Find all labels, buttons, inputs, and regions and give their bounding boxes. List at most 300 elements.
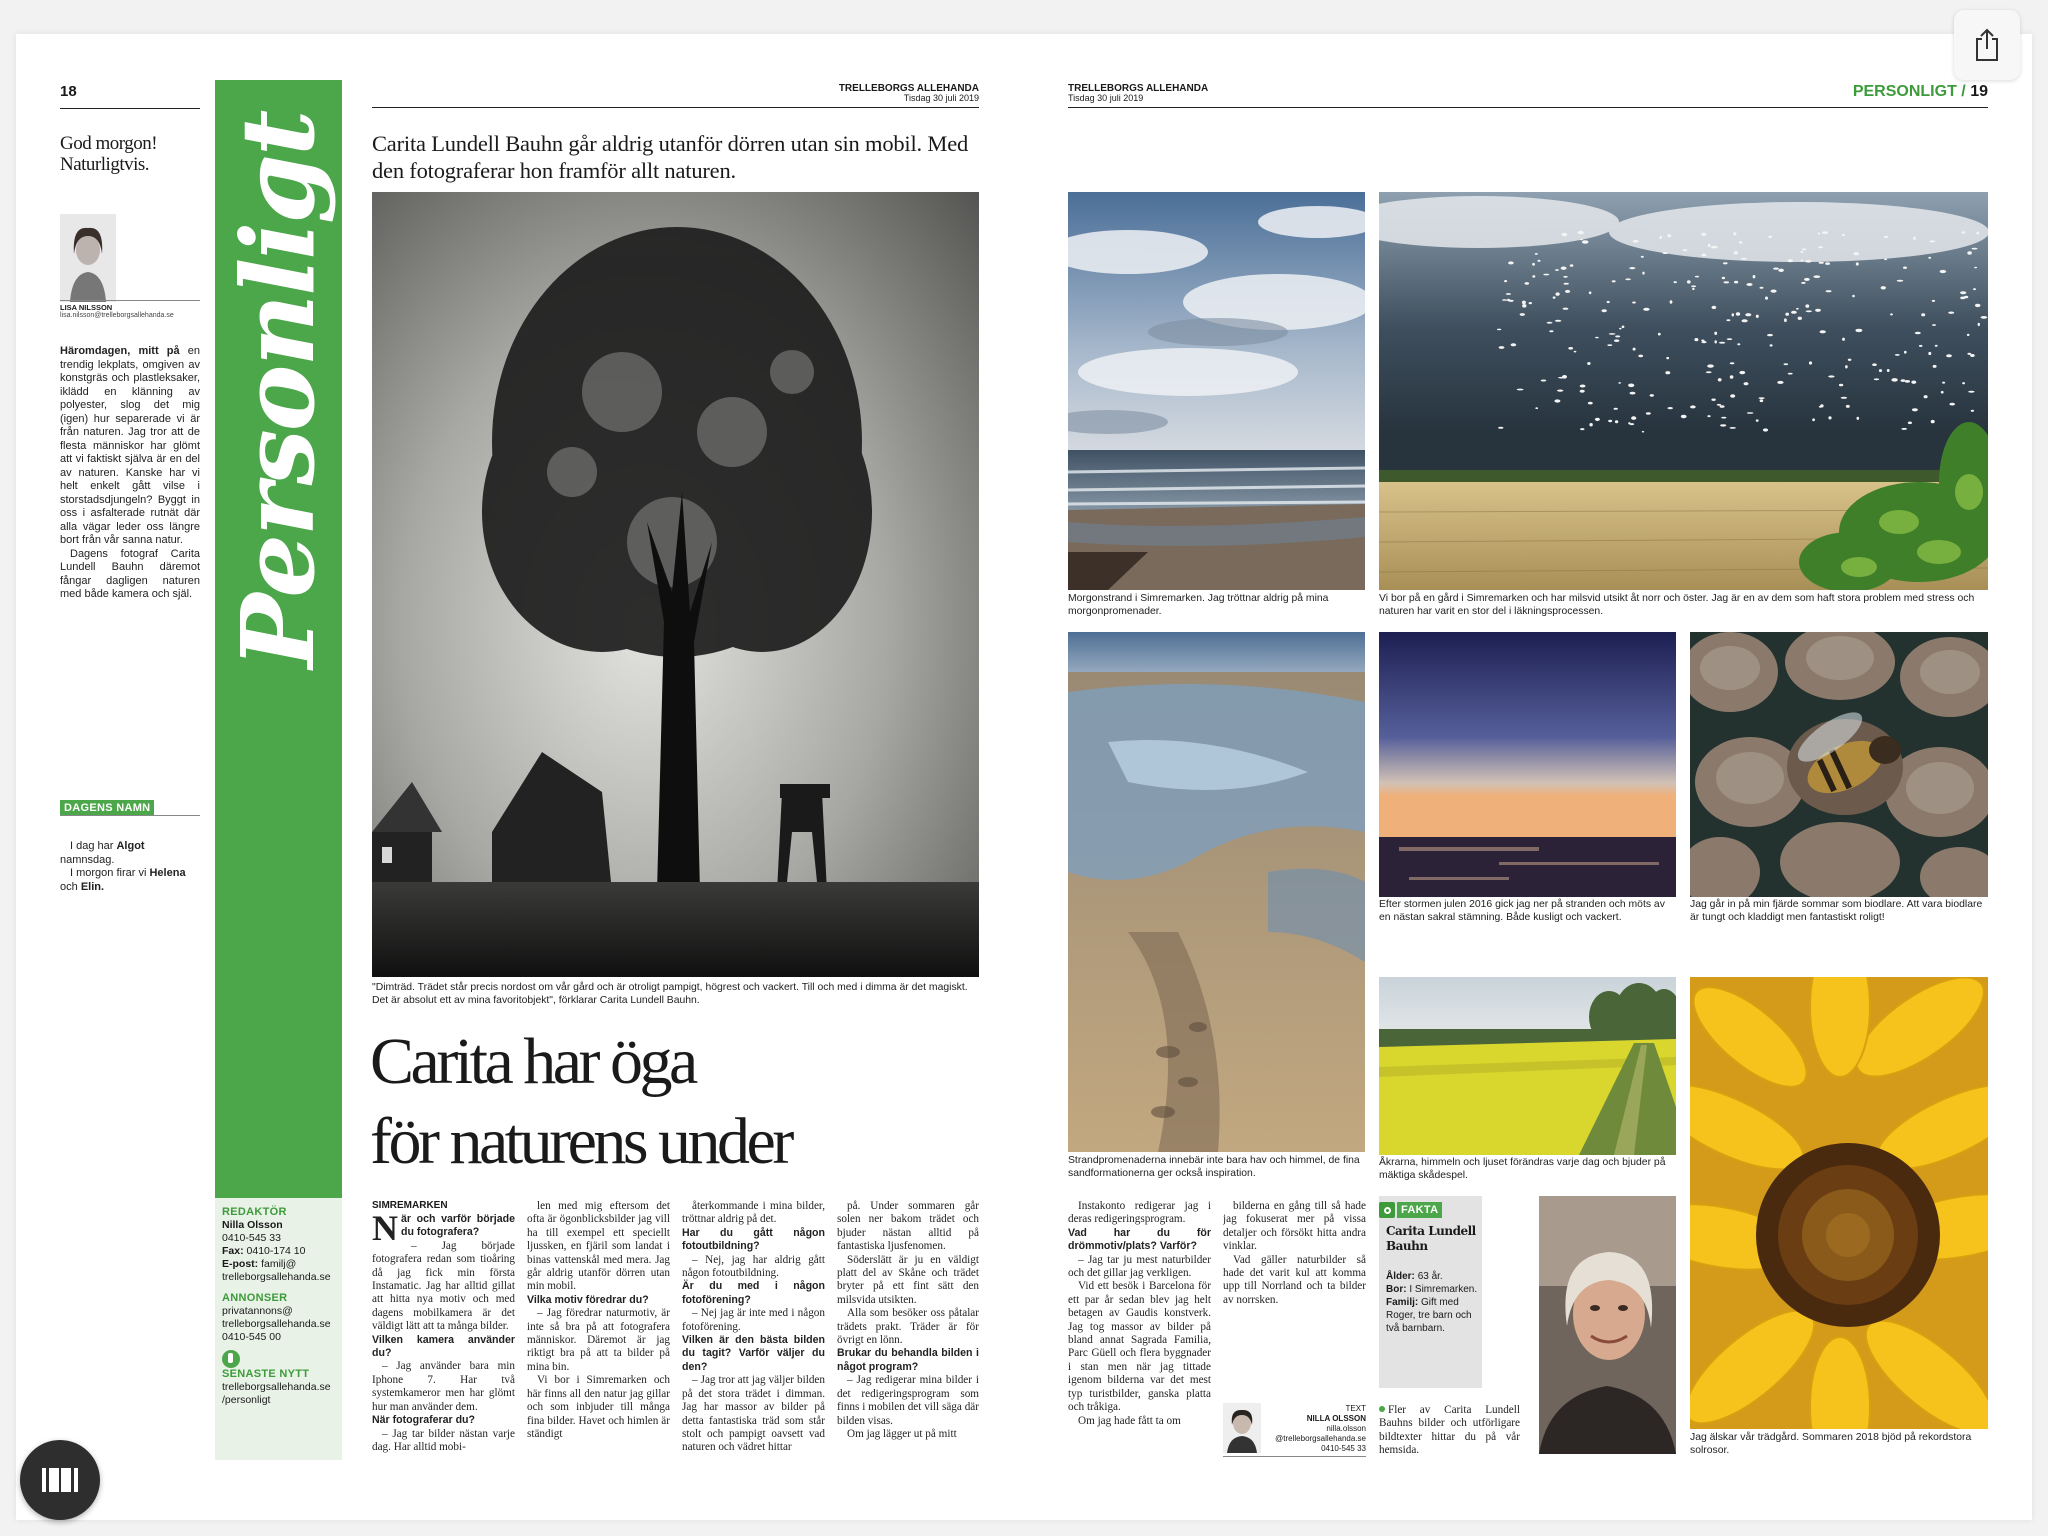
article-column-5 — [1068, 1200, 1211, 1462]
interview-answer: återkommande i mina bilder, tröttnar aldrig på det. — [682, 1200, 825, 1226]
caption-morning-beach: Morgonstrand i Simremarken. Jag tröttnar aldrig på mina morgonpromenader. — [1068, 593, 1329, 617]
bird-mark — [1529, 302, 1532, 304]
bird-mark — [1595, 418, 1600, 421]
caption-sand-formations: Strandpromenaderna innebär inte bara hav och himmel, de fina sandformationerna ger också inspiration. — [1068, 1155, 1360, 1179]
more-photos-text: Fler av Carita Lundell Bauhns bilder och utförligare bildtexter hittar du på vår hemsida. — [1379, 1404, 1520, 1457]
photo-after-storm — [1379, 632, 1676, 897]
bird-mark — [1972, 248, 1978, 250]
bird-mark — [1701, 341, 1706, 343]
bird-mark — [1638, 355, 1643, 358]
bird-mark — [1730, 362, 1735, 364]
bird-mark — [1580, 428, 1584, 430]
bird-mark — [1659, 236, 1662, 239]
bird-mark — [1930, 240, 1935, 242]
bird-mark — [1915, 332, 1921, 334]
bird-mark — [1663, 252, 1668, 254]
interview-answer: Instakonto redigerar jag i deras redigeringsprogram. — [1068, 1200, 1211, 1226]
interview-answer: – Jag tar bilder nästan varje dag. Har alltid mobi- — [372, 1427, 515, 1453]
bird-mark — [1978, 323, 1980, 326]
bird-mark — [1564, 283, 1569, 285]
bird-mark — [1565, 290, 1570, 293]
bird-mark — [1563, 276, 1567, 278]
article-column-3 — [682, 1200, 825, 1459]
bird-mark — [1563, 308, 1569, 310]
bird-mark — [1633, 348, 1636, 351]
bird-mark — [1901, 428, 1907, 430]
bird-mark — [1887, 369, 1890, 372]
bird-mark — [1822, 231, 1827, 233]
page-layout-button[interactable] — [20, 1440, 100, 1520]
bird-mark — [1667, 234, 1671, 237]
bird-mark — [1895, 354, 1900, 356]
bird-mark — [1881, 286, 1886, 289]
bird-mark — [1612, 280, 1616, 282]
author-email: lisa.nilsson@trelleborgsallehanda.se — [60, 312, 174, 319]
bird-mark — [1535, 253, 1538, 255]
bird-mark — [1714, 332, 1717, 335]
interview-answer: – Jag redigerar mina bilder i det redigeringsprogram som finns i mobilen det vill säga där bilden visas. — [837, 1374, 979, 1427]
interview-answer: Alla som besöker oss påtalar trädets prakt. Träder är för övrigt en lönn. — [837, 1307, 979, 1347]
article-column-6 — [1223, 1200, 1366, 1400]
bird-mark — [1732, 313, 1734, 316]
interview-question: Vad har du för drömmotiv/plats? Varför? — [1068, 1226, 1211, 1253]
bird-mark — [1759, 397, 1765, 399]
bird-mark — [1711, 246, 1718, 249]
bird-mark — [1708, 244, 1711, 247]
bird-mark — [1582, 240, 1589, 244]
bird-mark — [1633, 240, 1639, 243]
bird-mark — [1739, 241, 1743, 244]
bird-mark — [1891, 378, 1897, 382]
bird-mark — [1974, 267, 1977, 269]
bird-mark — [1578, 231, 1584, 235]
search-icon — [1379, 1202, 1395, 1218]
interview-answer: – Jag började fotografera redan som tioåring då jag fick min första Instamatic. Jag har alltid gillat att hitta nya motiv och med dagens mobilkamera är det väldigt lätt att ta många bilder. — [372, 1239, 515, 1333]
bird-mark — [1687, 280, 1691, 283]
bird-mark — [1737, 343, 1740, 345]
bird-mark — [1856, 329, 1863, 332]
bird-mark — [1589, 423, 1592, 426]
caption-bee: Jag går in på min fjärde sommar som biodlare. Att vara biodlare är tungt och kladdigt men fantastiskt roligt! — [1690, 899, 1983, 923]
bird-mark — [1924, 395, 1928, 398]
bird-mark — [1828, 416, 1831, 419]
photo-sunflower — [1690, 977, 1988, 1429]
fakta-header: FAKTA — [1379, 1202, 1442, 1218]
bird-mark — [1619, 328, 1622, 330]
bird-mark — [1828, 375, 1834, 377]
interview-question: Har du gått någon fotoutbildning? — [682, 1226, 825, 1253]
bird-mark — [1555, 269, 1559, 271]
interview-answer: Om jag lägger ut på mitt — [847, 1427, 957, 1440]
bird-mark — [1742, 319, 1748, 322]
bird-mark — [1517, 389, 1524, 391]
bird-mark — [1736, 312, 1740, 315]
bird-mark — [1701, 233, 1706, 236]
bird-mark — [1614, 339, 1619, 342]
bird-mark — [1819, 262, 1824, 264]
interview-answer: på. Under sommaren går solen ner bakom trädet och bjuder nästan alltid på fantastiska ljusfenomen. — [837, 1200, 979, 1253]
bird-mark — [1967, 251, 1972, 254]
bird-mark — [1532, 263, 1535, 266]
bird-mark — [1589, 291, 1592, 294]
bird-mark — [1665, 371, 1670, 374]
bird-mark — [1905, 380, 1910, 383]
interview-answer: – Jag föredrar naturmotiv, är inte så bra på att fotografera människor. Däremot är jag riktigt bra på att ta bilder på mina bin. — [527, 1307, 670, 1373]
caption-after-storm: Efter stormen julen 2016 gick jag ner på stranden och möts av en nästan sakral stämning. Både kusligt och vackert. — [1379, 899, 1665, 923]
bird-mark — [1683, 249, 1688, 251]
bird-mark — [1615, 420, 1618, 423]
bird-mark — [1901, 379, 1906, 382]
bird-mark — [1960, 291, 1966, 294]
bird-mark — [1846, 405, 1850, 408]
bird-mark — [1690, 405, 1696, 408]
bird-mark — [1507, 299, 1510, 302]
bird-mark — [1535, 407, 1538, 409]
left-date: Tisdag 30 juli 2019 — [903, 93, 979, 103]
bird-mark — [1562, 233, 1568, 236]
bird-mark — [1504, 280, 1507, 282]
name-day-text: I dag har Algot namnsdag. I morgon firar vi Helena och Elin. — [60, 840, 186, 893]
article-column-4 — [837, 1200, 979, 1459]
bird-mark — [1711, 399, 1715, 401]
bird-mark — [1820, 330, 1826, 333]
right-masthead: TRELLEBORGS ALLEHANDA — [1068, 83, 1209, 94]
bird-mark — [1642, 431, 1644, 433]
interview-answer: – Nej, jag har aldrig gått någon fotoutbildning. — [682, 1253, 825, 1280]
share-button[interactable] — [1954, 10, 2020, 80]
bird-mark — [1723, 281, 1729, 283]
bird-mark — [1788, 259, 1793, 262]
bird-mark — [1588, 402, 1593, 405]
column-text: Häromdagen, mitt på en trendig lekplats, omgiven av konstgräs och plastleksaker, iklädd en klänning av polyester, slog det mig (igen) hur separerade vi är från naturen. Jag tror att de flesta människor har glömt att vi faktiskt själva är en del av naturen. Kanske har vi helt enkelt gått vilse i storstadsdjungeln? Byggt in oss i asfalterade rutnät där alla vägar leder oss längre bort från vår sanna natur. Dagens fotograf Carita Lundell Bauhn däremot fångar dagligen naturen med både kamera och själ. — [60, 345, 200, 600]
bird-mark — [1928, 257, 1931, 259]
bird-mark — [1872, 363, 1877, 366]
bird-mark — [1973, 288, 1976, 290]
bird-mark — [1557, 390, 1563, 392]
bird-mark — [1580, 385, 1586, 388]
bird-mark — [1971, 410, 1974, 412]
bird-mark — [1856, 262, 1859, 265]
bird-mark — [1667, 407, 1673, 409]
bird-mark — [1968, 391, 1974, 393]
bird-mark — [1818, 233, 1820, 235]
bird-mark — [1747, 412, 1754, 414]
article-deck: Carita Lundell Bauhn går aldrig utanför dörren utan sin mobil. Med den fotograferar hon framför allt naturen. — [372, 131, 969, 183]
interview-question: När fotograferar du? — [372, 1414, 476, 1427]
bird-mark — [1692, 288, 1694, 291]
bird-mark — [1587, 362, 1590, 365]
byline-portrait — [1223, 1403, 1261, 1453]
main-photo-foggy-tree — [372, 192, 979, 977]
bird-mark — [1760, 287, 1764, 289]
bird-mark — [1804, 278, 1810, 281]
bird-mark — [1839, 384, 1843, 387]
bird-mark — [1897, 280, 1904, 282]
bird-mark — [1674, 281, 1677, 283]
bird-mark — [1607, 301, 1610, 303]
interview-question: Vilka motiv föredrar du? — [527, 1293, 649, 1306]
bird-mark — [1778, 269, 1784, 272]
bird-mark — [1609, 333, 1616, 335]
bird-mark — [1734, 251, 1738, 254]
bird-mark — [1670, 300, 1673, 303]
bird-mark — [1819, 406, 1822, 408]
photo-bee — [1690, 632, 1988, 897]
bird-mark — [1707, 415, 1710, 417]
bird-mark — [1913, 237, 1916, 240]
bird-mark — [1730, 394, 1735, 397]
author-name: LISA NILSSON — [60, 303, 113, 312]
bird-mark — [1962, 231, 1966, 233]
bird-mark — [1763, 428, 1768, 431]
bird-mark — [1801, 260, 1804, 262]
bird-mark — [1785, 313, 1789, 316]
bird-mark — [1908, 422, 1912, 425]
bird-mark — [1933, 365, 1937, 368]
bird-mark — [1949, 403, 1955, 406]
bird-mark — [1641, 256, 1644, 258]
bird-mark — [1511, 343, 1517, 346]
bird-mark — [1717, 404, 1721, 406]
bird-mark — [1561, 267, 1567, 270]
photo-carita-portrait — [1539, 1196, 1676, 1454]
bird-mark — [1574, 351, 1577, 353]
bird-mark — [1842, 234, 1845, 236]
bird-mark — [1614, 408, 1618, 410]
bird-mark — [1498, 427, 1503, 429]
bird-mark — [1802, 248, 1806, 250]
bird-mark — [1857, 417, 1860, 420]
bird-mark — [1497, 329, 1501, 331]
bird-mark — [1712, 306, 1717, 309]
interview-question: Är du med i någon fotoförening? — [682, 1280, 825, 1306]
interview-answer: Söderslätt är ju en väldigt platt del av Skåne och trädet bryter på ett fint sätt den milsvida utsikten. — [837, 1253, 979, 1306]
bird-mark — [1602, 309, 1607, 312]
bird-mark — [1632, 302, 1636, 304]
bird-mark — [1730, 427, 1736, 429]
photo-birds-field — [1379, 192, 1988, 590]
bird-mark — [1932, 324, 1936, 326]
photo-sand-formations — [1068, 632, 1365, 1152]
bird-mark — [1562, 375, 1567, 379]
caption-sunflower: Jag älskar vår trädgård. Sommaren 2018 bjöd på rekordstora solrosor. — [1690, 1432, 1972, 1456]
bird-mark — [1595, 337, 1599, 339]
bird-mark — [1522, 301, 1526, 305]
interview-question: När och varför började du fotografera? — [372, 1213, 515, 1248]
bird-mark — [1884, 259, 1887, 261]
bird-mark — [1718, 378, 1722, 381]
bird-mark — [1723, 262, 1728, 264]
bird-mark — [1734, 281, 1738, 284]
bird-mark — [1770, 344, 1773, 346]
bird-mark — [1753, 275, 1756, 278]
bird-mark — [1701, 254, 1706, 257]
bird-mark — [1630, 423, 1634, 425]
bird-mark — [1568, 347, 1573, 350]
bird-mark — [1701, 340, 1704, 342]
interview-answer: bilderna en gång till så hade jag fokuserat mer på vissa detaljer och försökt hitta andra vinklar. — [1223, 1200, 1366, 1253]
drop-cap: N — [372, 1213, 398, 1248]
kicker: SIMREMARKEN — [372, 1200, 448, 1211]
name-day-label: DAGENS NAMN — [60, 798, 154, 816]
bird-mark — [1719, 342, 1725, 344]
bird-mark — [1911, 381, 1916, 384]
bird-mark — [1642, 272, 1644, 275]
byline: TEXT NILLA OLSSON nilla.olsson @trelleborgsallehanda.se 0410-545 33 — [1275, 1404, 1366, 1453]
bird-mark — [1960, 297, 1965, 300]
bird-mark — [1715, 340, 1717, 343]
bird-mark — [1608, 420, 1612, 422]
bird-mark — [1981, 316, 1988, 319]
bird-mark — [1967, 334, 1970, 336]
bird-mark — [1976, 232, 1979, 235]
bird-mark — [1948, 312, 1954, 314]
headline: Carita har öga för naturens under — [370, 1025, 791, 1178]
bird-mark — [1694, 338, 1698, 341]
bird-mark — [1912, 408, 1918, 411]
bird-mark — [1805, 260, 1811, 263]
bird-mark — [1555, 320, 1562, 322]
bird-mark — [1739, 371, 1745, 374]
author-portrait — [60, 214, 116, 302]
left-page-number: 18 — [60, 83, 77, 100]
section-title: Personligt — [219, 111, 337, 669]
bird-mark — [1767, 334, 1773, 336]
bird-mark — [1928, 352, 1931, 355]
interview-answer: – Jag använder bara min Iphone 7. Har två systemkameror men har glömt hur man använder dem. — [372, 1360, 515, 1413]
bird-mark — [1903, 267, 1907, 269]
bird-mark — [1853, 252, 1859, 255]
column-greeting: God morgon! — [60, 133, 158, 154]
article-column-1 — [372, 1213, 515, 1459]
bird-mark — [1538, 260, 1541, 262]
bird-mark — [1541, 380, 1547, 382]
bird-mark — [1681, 415, 1687, 418]
bird-mark — [1825, 262, 1830, 265]
caption-birds-field: Vi bor på en gård i Simremarken och har milsvid utsikt åt norr och öster. Jag är en av dem som haft stora problem med stress och naturen har varit en stor del i läkningsprocessen. — [1379, 593, 1975, 617]
share-icon — [1972, 27, 2002, 63]
bird-mark — [1798, 317, 1802, 320]
page-layout-icon — [40, 1465, 80, 1495]
column-title: Naturligtvis. — [60, 154, 150, 175]
interview-answer: – Jag tror att jag väljer bilden på det stora trädet i dimman. Jag har massor av bilder på detta fantastiska träd som står stolt och pampigt oavsett vad naturen och vädret hittar — [682, 1374, 825, 1454]
bird-mark — [1874, 378, 1879, 380]
bird-mark — [1813, 275, 1820, 278]
bird-mark — [1962, 382, 1965, 384]
bird-mark — [1777, 381, 1783, 384]
bird-mark — [1720, 424, 1726, 426]
bird-mark — [1580, 390, 1585, 393]
bird-mark — [1727, 338, 1732, 340]
bird-mark — [1646, 412, 1651, 414]
bird-mark — [1879, 369, 1882, 372]
bird-mark — [1499, 346, 1505, 349]
latest-link[interactable]: trelleborgsallehanda.se /personligt — [222, 1381, 331, 1406]
bird-mark — [1756, 315, 1759, 318]
bird-mark — [1707, 364, 1714, 367]
bird-mark — [1615, 335, 1620, 337]
bird-mark — [1553, 296, 1556, 298]
caption-rapeseed-field: Åkrarna, himmeln och ljuset förändras varje dag och bjuder på mäktiga skådespel. — [1379, 1157, 1666, 1181]
bird-mark — [1666, 357, 1669, 359]
bird-mark — [1784, 318, 1787, 322]
interview-question: Vilken kamera använder du? — [372, 1333, 515, 1360]
bird-mark — [1556, 292, 1560, 295]
bird-mark — [1520, 313, 1525, 316]
bird-mark — [1720, 405, 1725, 408]
bird-mark — [1502, 299, 1507, 301]
bird-mark — [1765, 297, 1768, 300]
bird-mark — [1941, 391, 1944, 394]
bird-mark — [1554, 399, 1560, 402]
bird-mark — [1904, 351, 1907, 354]
bird-mark — [1845, 365, 1848, 368]
interview-question: Brukar du behandla bilden i något program? — [837, 1347, 979, 1373]
left-masthead: TRELLEBORGS ALLEHANDA — [838, 83, 979, 94]
bird-mark — [1580, 239, 1583, 241]
bird-mark — [1607, 344, 1612, 346]
bird-mark — [1618, 382, 1621, 384]
bird-mark — [1848, 359, 1852, 361]
right-section-label: PERSONLIGT / 19 — [1852, 83, 1988, 100]
bird-mark — [1730, 375, 1734, 379]
bird-mark — [1744, 382, 1749, 385]
bird-mark — [1543, 274, 1549, 276]
bird-mark — [1733, 232, 1736, 235]
bird-mark — [1547, 322, 1553, 324]
bird-mark — [1791, 311, 1797, 314]
bird-mark — [1570, 264, 1574, 267]
bullet-dot-icon — [1379, 1406, 1385, 1412]
bird-mark — [1809, 361, 1812, 364]
touch-icon — [222, 1350, 240, 1368]
interview-answer: – Nej jag är inte med i någon fotoförening. — [682, 1307, 825, 1333]
bird-mark — [1532, 275, 1535, 278]
bird-mark — [1746, 283, 1752, 286]
bird-mark — [1506, 293, 1511, 295]
interview-answer: Vad gäller naturbilder så hade det varit kul att komma upp till Norrland och ta bilder av norrsken. — [1223, 1253, 1366, 1306]
interview-answer: Vid ett besök i Barcelona för ett par år sedan blev jag helt betagen av Gaudis konstverk. Jag tog massor av bilder på bland annat Sagrada Familia, Parc Güell och flera byggnader i stan men när jag tittade igenom bilderna var det mest typ turistbilder, ganska platta och tråkiga. — [1068, 1280, 1211, 1414]
bird-mark — [1756, 419, 1759, 421]
bird-mark — [1722, 277, 1725, 279]
bird-mark — [1852, 295, 1855, 298]
bird-mark — [1768, 236, 1772, 238]
bird-mark — [1815, 309, 1821, 312]
bird-mark — [1818, 246, 1823, 248]
bird-mark — [1622, 326, 1625, 329]
bird-mark — [1919, 345, 1923, 347]
bird-mark — [1841, 397, 1848, 399]
bird-mark — [1801, 282, 1805, 284]
interview-answer: – Jag tar ju mest naturbilder och det gillar jag verkligen. — [1068, 1253, 1211, 1280]
photo-rapeseed-field — [1379, 977, 1676, 1155]
bird-mark — [1796, 308, 1799, 310]
bird-mark — [1773, 268, 1779, 270]
bird-mark — [1890, 313, 1893, 315]
bird-mark — [1826, 290, 1832, 292]
photo-morning-beach — [1068, 192, 1365, 590]
bird-mark — [1525, 282, 1530, 285]
bird-mark — [1628, 384, 1634, 388]
bird-mark — [1946, 354, 1952, 357]
main-photo-caption: "Dimträd. Trädet står precis nordost om vår gård och är otroligt pampigt, högrest och vackert. Till och med i dimma är det magiskt. Det är absolut ett av mina favoritobjekt", förklarar Carita Lundell Bauhn. — [372, 982, 968, 1006]
article-column-2 — [527, 1200, 670, 1459]
bird-mark — [1522, 304, 1526, 308]
bird-mark — [1658, 333, 1661, 336]
bird-mark — [1935, 345, 1938, 347]
bird-mark — [1721, 417, 1726, 419]
bird-mark — [1691, 285, 1696, 287]
